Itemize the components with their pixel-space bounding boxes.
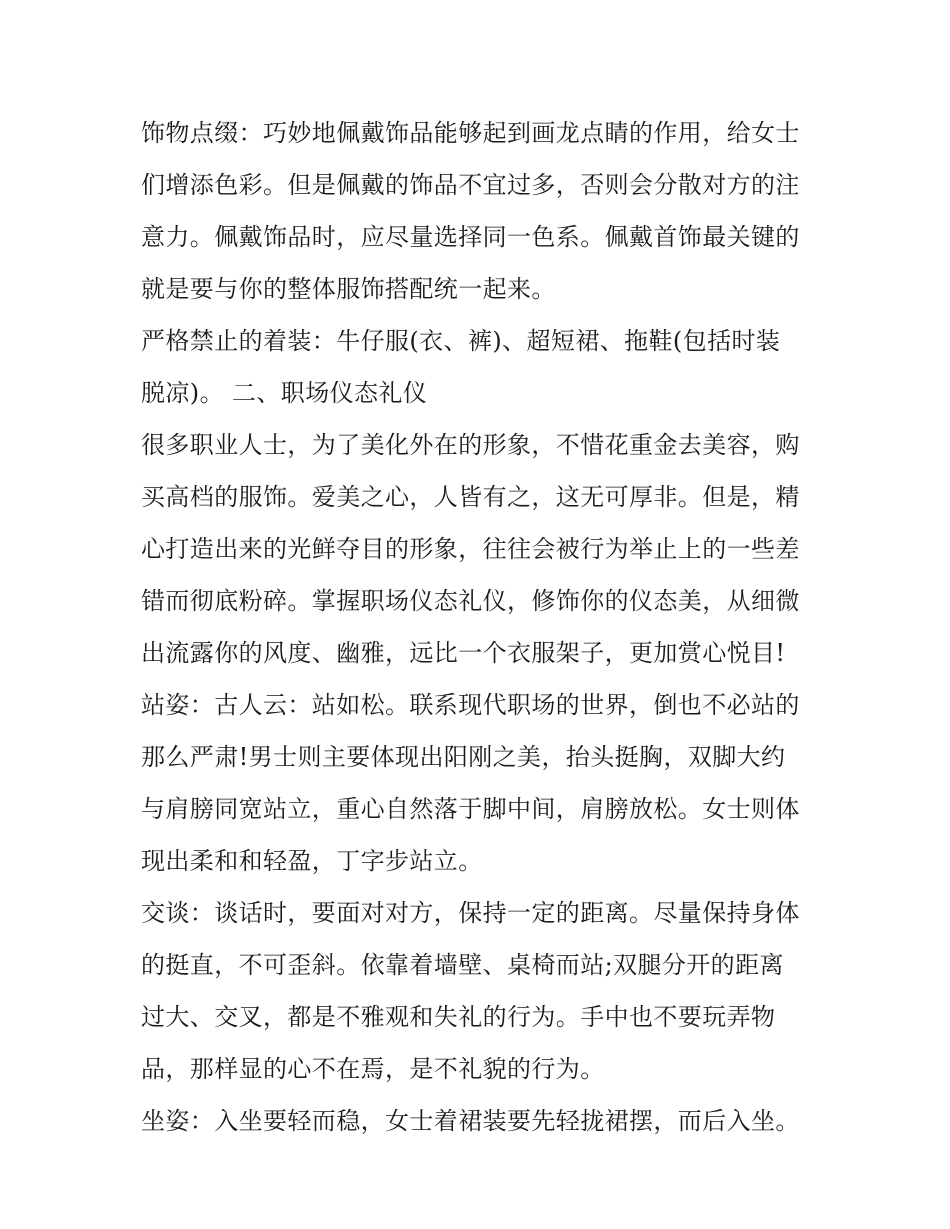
text-line: 过大、交叉，都是不雅观和失礼的行为。手中也不要玩弄物: [141, 1003, 776, 1031]
text-line: 那么严肃!男士则主要体现出阳刚之美，抬头挺胸，双脚大约: [141, 743, 786, 771]
text-line: 们增添色彩。但是佩戴的饰品不宜过多，否则会分散对方的注: [141, 171, 800, 199]
text-line: 很多职业人士，为了美化外在的形象，不惜花重金去美容，购: [141, 431, 800, 459]
text-line: 脱凉)。 二、职场仪态礼仪: [141, 379, 428, 407]
text-line: 品，那样显的心不在焉，是不礼貌的行为。: [141, 1055, 605, 1083]
text-line: 就是要与你的整体服饰搭配统一起来。: [141, 275, 556, 303]
text-line: 交谈：谈话时，要面对对方，保持一定的距离。尽量保持身体: [141, 899, 800, 927]
text-line: 出流露你的风度、幽雅，远比一个衣服架子，更加赏心悦目!: [141, 639, 786, 667]
text-line: 饰物点缀：巧妙地佩戴饰品能够起到画龙点睛的作用，给女士: [141, 119, 800, 147]
text-line: 坐姿：入坐要轻而稳，女士着裙装要先轻拢裙摆，而后入坐。: [141, 1107, 800, 1135]
text-line: 心打造出来的光鲜夺目的形象，往往会被行为举止上的一些差: [141, 535, 800, 563]
text-line: 与肩膀同宽站立，重心自然落于脚中间，肩膀放松。女士则体: [141, 795, 800, 823]
text-line: 的挺直，不可歪斜。依靠着墙壁、桌椅而站;双腿分开的距离: [141, 951, 784, 979]
text-line: 现出柔和和轻盈，丁字步站立。: [141, 847, 483, 875]
text-line: 意力。佩戴饰品时，应尽量选择同一色系。佩戴首饰最关键的: [141, 223, 800, 251]
text-line: 错而彻底粉碎。掌握职场仪态礼仪，修饰你的仪态美，从细微: [141, 587, 800, 615]
document-body: [141, 107, 821, 1147]
text-line: 站姿：古人云：站如松。联系现代职场的世界，倒也不必站的: [141, 691, 800, 719]
text-line: 严格禁止的着装：牛仔服(衣、裤)、超短裙、拖鞋(包括时装: [141, 327, 781, 355]
text-line: 买高档的服饰。爱美之心，人皆有之，这无可厚非。但是，精: [141, 483, 800, 511]
